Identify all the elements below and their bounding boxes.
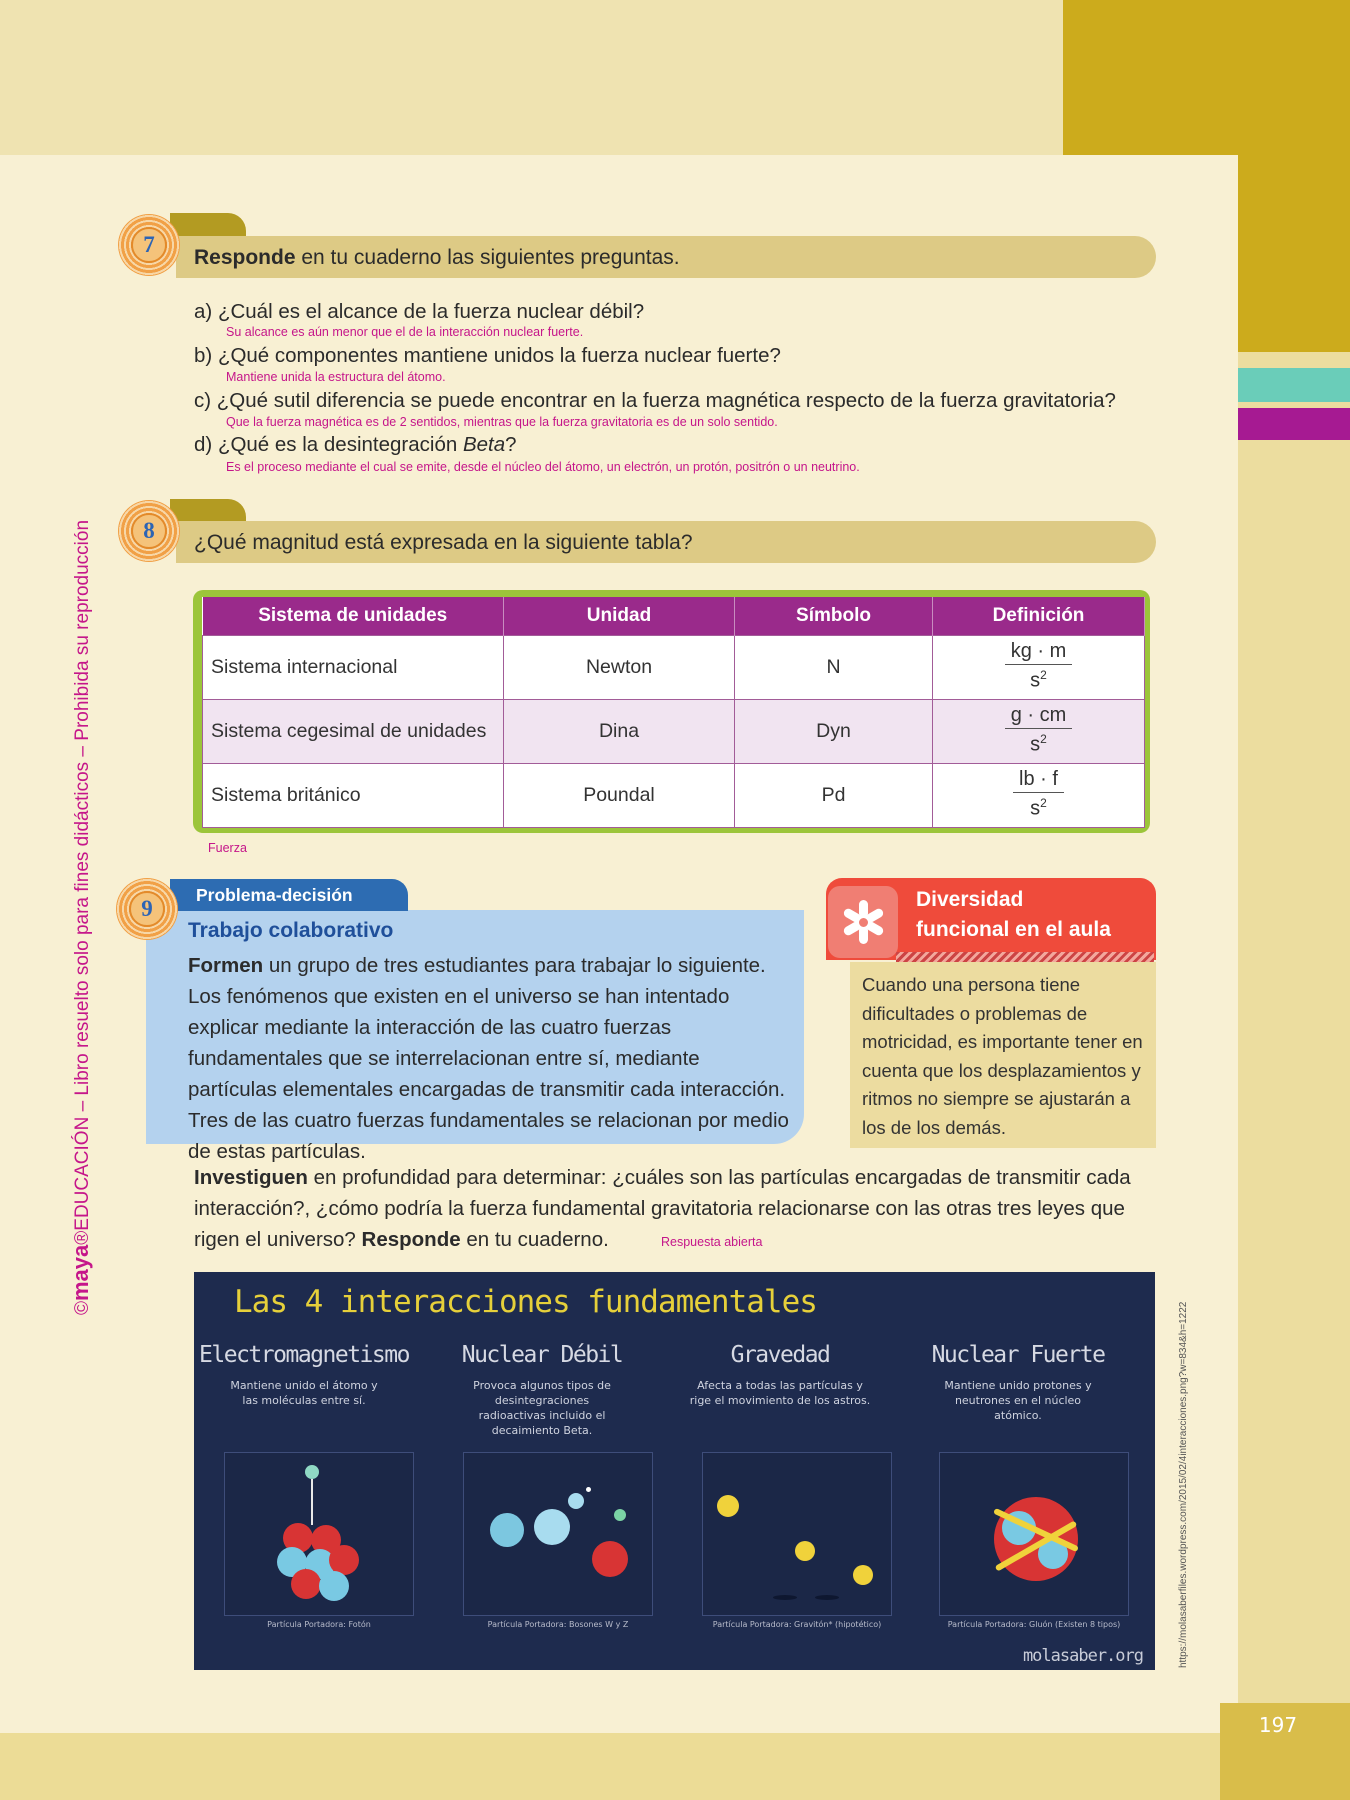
brand-logo-text: maya [68, 1244, 93, 1301]
diversity-text: Cuando una persona tiene dificultades o problemas de motricidad, es importante tener en cuenta que los desplazamientos y ritmos no siempre se ajustarán a los de los demás. [862, 974, 1143, 1138]
interaction-description: Mantiene unido protones y neutrones en el núcleo atómico. [944, 1379, 1092, 1422]
question-a: a) ¿Cuál es el alcance de la fuerza nuclear débil? [194, 300, 645, 323]
strong-nucleus-illustration [939, 1452, 1129, 1616]
carrier-particle: Partícula Portadora: Fotón [267, 1620, 371, 1629]
interaction-description: Provoca algunos tipos de desintegraciones radioactivas incluido el decaimiento Beta. [473, 1379, 611, 1437]
problem-decision-tab: Problema-decisión [170, 879, 408, 911]
cell-symbol: Dyn [735, 699, 933, 763]
answer-magnitude: Fuerza [208, 841, 247, 855]
interaction-name: Gravedad [730, 1342, 830, 1368]
gravity-illustration [702, 1452, 892, 1616]
section-8-instruction: ¿Qué magnitud está expresada en la siguiente tabla? [194, 531, 693, 554]
interaction-name: Nuclear Fuerte [931, 1342, 1105, 1368]
weak-decay-illustration [463, 1452, 653, 1616]
cell-unit: Poundal [504, 763, 735, 827]
carrier-particle: Partícula Portadora: Gluón (Existen 8 tipos) [947, 1620, 1121, 1629]
carrier-particle: Partícula Portadora: Bosones W y Z [487, 1620, 629, 1629]
cell-system: Sistema cegesimal de unidades [203, 699, 504, 763]
question-c: c) ¿Qué sutil diferencia se puede encontrar en la fuerza magnética respecto de la fuerza gravitatoria? [194, 389, 1116, 412]
copyright-symbol: © [72, 1301, 93, 1315]
infographic-brand: molasaber.org [1022, 1646, 1143, 1666]
cell-definition: $\frac{kg \cdot m}{s^2}$ [933, 635, 1145, 699]
header-system: Sistema de unidades [203, 597, 504, 635]
cell-symbol: Pd [735, 763, 933, 827]
answer-d: Es el proceso mediante el cual se emite, desde el núcleo del átomo, un electrón, un protón, positrón o un neutrino. [226, 460, 860, 474]
margin-strip [1238, 352, 1350, 1800]
header-symbol: Símbolo [735, 597, 933, 635]
top-band [0, 0, 1063, 155]
flower-icon [828, 886, 898, 958]
question-d: d) ¿Qué es la desintegración Beta? [194, 433, 517, 456]
table-header-row [203, 597, 1145, 635]
section-number: 8 [131, 513, 167, 549]
answer-a: Su alcance es aún menor que el de la interacción nuclear fuerte. [226, 325, 584, 339]
header-definition: Definición [933, 597, 1145, 635]
section-7-instruction [194, 246, 680, 270]
cell-system: Sistema internacional [203, 635, 504, 699]
diversity-stripes [896, 952, 1154, 962]
cell-system: Sistema británico [203, 763, 504, 827]
instruction-verb: Responde [194, 246, 296, 269]
interaction-description: Afecta a todas las partículas y rige el movimiento de los astros. [689, 1379, 871, 1407]
cell-definition: $\frac{g \cdot cm}{s^2}$ [933, 699, 1145, 763]
interaction-description: Mantiene unido el átomo y las moléculas entre sí. [230, 1379, 378, 1407]
image-source-link[interactable]: https://molasaberfiles.wordpress.com/2015/02/4interacciones.png?w=834&h=1222 [1178, 1301, 1189, 1668]
infographic-title: Las 4 interacciones fundamentales [234, 1284, 817, 1320]
table-row [203, 635, 1145, 699]
table-row [203, 763, 1145, 827]
interaction-name: Electromagnetismo [199, 1342, 409, 1368]
copyright-note [68, 455, 102, 1315]
answer-c: Que la fuerza magnética es de 2 sentidos, mientras que la fuerza gravitatoria es de un solo sentido. [226, 415, 778, 429]
interaction-name: Nuclear Débil [461, 1342, 623, 1368]
carrier-particle: Partícula Portadora: Gravitón* (hipotético) [712, 1620, 882, 1629]
cell-symbol: N [735, 635, 933, 699]
page-number: 197 [1258, 1713, 1298, 1737]
section-7-badge [118, 214, 180, 276]
interaction-gravity [670, 1342, 890, 1408]
table-row [203, 699, 1145, 763]
question-b: b) ¿Qué componentes mantiene unidos la fuerza nuclear fuerte? [194, 344, 781, 367]
answer-b: Mantiene unida la estructura del átomo. [226, 370, 446, 384]
cell-unit: Newton [504, 635, 735, 699]
section-8-badge [118, 500, 180, 562]
copyright-text: ®EDUCACIÓN – Libro resuelto solo para fines didácticos – Prohibida su reproducción [72, 519, 93, 1245]
collaborative-title: Trabajo colaborativo [188, 919, 394, 942]
interaction-weak-nuclear [432, 1342, 652, 1438]
cell-definition: $\frac{lb \cdot f}{s^2}$ [933, 763, 1145, 827]
research-instruction: Investiguen en profundidad para determinar: ¿cuáles son las partículas encargadas de transmitir cada interacción?, ¿cómo podría la fuerza fundamental gravitatoria relacionarse con las otras tres leyes que rigen el universo? Responde en tu cuaderno. [194, 1166, 1131, 1251]
margin-tab-teal [1238, 368, 1350, 402]
margin-tab-magenta [1238, 408, 1350, 440]
cell-unit: Dina [504, 699, 735, 763]
section-number: 7 [131, 227, 167, 263]
diversity-title: Diversidad funcional en el aula [916, 888, 1111, 941]
instruction-text: en tu cuaderno las siguientes preguntas. [295, 246, 680, 269]
units-table [202, 597, 1145, 828]
bottom-band [0, 1733, 1350, 1800]
open-answer-note: Respuesta abierta [661, 1235, 763, 1249]
section-number: 9 [129, 891, 165, 927]
interaction-strong-nuclear [908, 1342, 1128, 1423]
header-unit: Unidad [504, 597, 735, 635]
interaction-electromagnetism [194, 1342, 414, 1408]
atom-illustration [224, 1452, 414, 1616]
section-9-badge [116, 878, 178, 940]
infographic-four-interactions [194, 1272, 1155, 1670]
collaborative-text: Formen un grupo de tres estudiantes para trabajar lo siguiente. Los fenómenos que existen en el universo se han intentado explicar mediante la interacción de las cuatro fuerzas fundamentales que se interrelacionan entre sí, mediante partículas elementales encargadas de transmitir cada interacción. Tres de las cuatro fuerzas fundamentales se relacionan por medio de estas partículas. [188, 954, 789, 1163]
